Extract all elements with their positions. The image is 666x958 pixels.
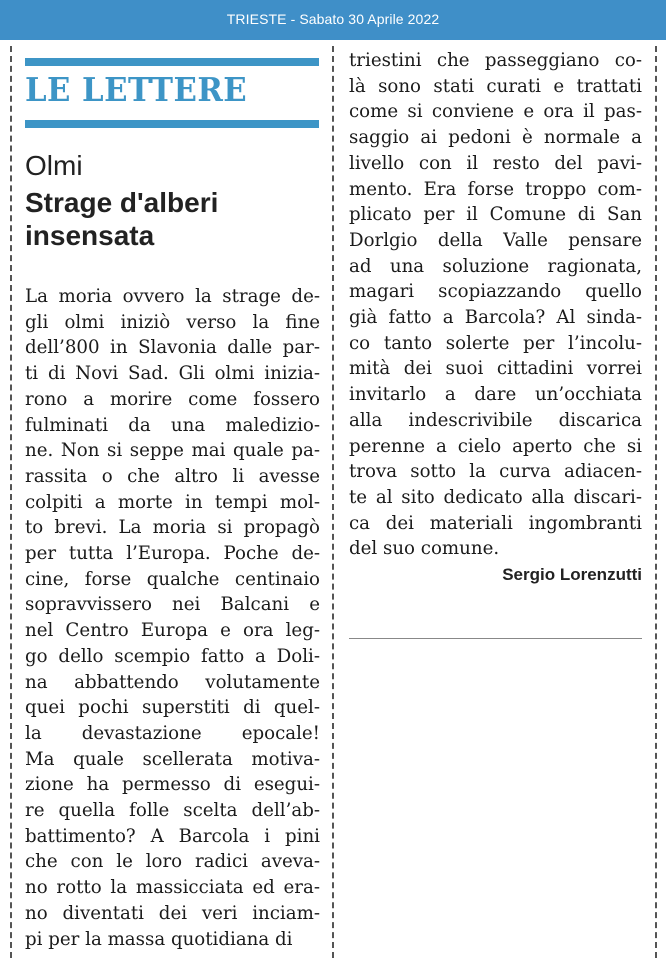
body-text-line: La moria ovvero la strage de- (25, 286, 320, 307)
article-headline (25, 186, 325, 252)
body-text-line: magari scopiazzando quello (349, 281, 642, 303)
body-text-line: alla indescrivibile discarica (349, 409, 642, 431)
body-text-line: ne. Non si seppe mai quale pa- (25, 440, 320, 462)
article-body-left-column (25, 284, 320, 952)
body-text-line: saggio ai pedoni è normale a (349, 127, 642, 149)
body-text-line: to brevi. La moria si propagò (25, 517, 320, 539)
body-text-line: plicato per il Comune di San (349, 204, 642, 226)
body-text-line: fulminati da una maledizio- (25, 414, 320, 436)
body-text-line: quei pochi superstiti di quel- (25, 697, 320, 719)
body-text-line: pi per la massa quotidiana di (25, 928, 293, 950)
body-text-line: battimento? A Barcola i pini (25, 825, 320, 847)
body-text-line: trova sotto la curva adiacen- (349, 461, 642, 483)
body-text-line: Dorlgio della Valle pensare (349, 229, 642, 251)
body-text-line: dell’800 in Slavonia dalle par- (25, 337, 320, 359)
column-divider-right (655, 46, 657, 958)
body-text-line: gli olmi iniziò verso la fine (25, 311, 320, 333)
body-text-line: del suo comune. (349, 538, 500, 560)
faded-next-article (350, 650, 666, 958)
body-text-line: nel Centro Europa e ora leg- (25, 620, 320, 642)
dateline: TRIESTE - Sabato 30 Aprile 2022 (226, 11, 440, 27)
dateline-bar (0, 0, 666, 40)
body-text-line: zione ha permesso di esegui- (25, 774, 320, 796)
article-end-rule (349, 638, 642, 639)
body-text-line: che con le loro radici aveva- (25, 851, 320, 873)
body-text-line: no rotto la massicciata ed era- (25, 877, 320, 899)
body-text-line: Ma quale scellerata motiva- (25, 748, 320, 770)
column-divider-center (332, 46, 334, 958)
body-text-line: rassita o che altro li avesse (25, 465, 320, 487)
column-divider-left (10, 46, 12, 958)
body-text-line: colpiti a morte in tempi mol- (25, 491, 320, 513)
article-kicker: Olmi (25, 150, 83, 181)
body-text-line: già fatto a Barcola? Al sinda- (349, 307, 642, 329)
section-title: LE LETTERE (25, 70, 248, 109)
body-text-line: go dello scempio fatto a Doli- (25, 645, 320, 667)
body-text-line: te al sito dedicato alla discari- (349, 486, 642, 508)
body-text-line: là sono stati curati e trattati (349, 75, 642, 97)
headline-line: Strage d'alberi (25, 187, 219, 218)
letter-signature: Sergio Lorenzutti (502, 565, 642, 584)
body-text-line: ti di Novi Sad. Gli olmi inizia- (25, 363, 320, 385)
body-text-line: triestini che passeggiano co- (349, 50, 642, 71)
body-text-line: ca dei materiali ingombranti (349, 512, 642, 534)
body-text-line: sopravvissero nei Balcani e (25, 594, 320, 616)
body-text-line: ad una soluzione ragionata, (349, 255, 642, 277)
body-text-line: co tanto solerte per l’incolu- (349, 332, 642, 354)
body-text-line: per tutta l’Europa. Poche de- (25, 543, 320, 565)
body-text-line: mento. Era forse troppo com- (349, 178, 642, 200)
body-text-line: rono a morire come fossero (25, 388, 320, 410)
body-text-line: come si conviene e ora il pas- (349, 101, 642, 123)
body-text-line: mità dei suoi cittadini vorrei (349, 358, 642, 380)
body-text-line: invitarlo a dare un’occhiata (349, 384, 642, 406)
body-text-line: livello con il resto del pavi- (349, 152, 642, 174)
body-text-line: no diventati dei veri inciam- (25, 902, 320, 924)
body-text-line: perenne a cielo aperto che si (349, 435, 642, 457)
body-text-line: na abbattendo volutamente (25, 671, 320, 693)
section-rule-top (25, 58, 319, 66)
body-text-line: la devastazione epocale! (25, 722, 320, 744)
body-text-line: cine, forse qualche centinaio (25, 568, 320, 590)
headline-line: insensata (25, 220, 155, 251)
body-text-line: re quella folle scelta dell’ab- (25, 800, 320, 822)
section-rule-bottom (25, 120, 319, 128)
article-body-right-column (349, 48, 642, 562)
